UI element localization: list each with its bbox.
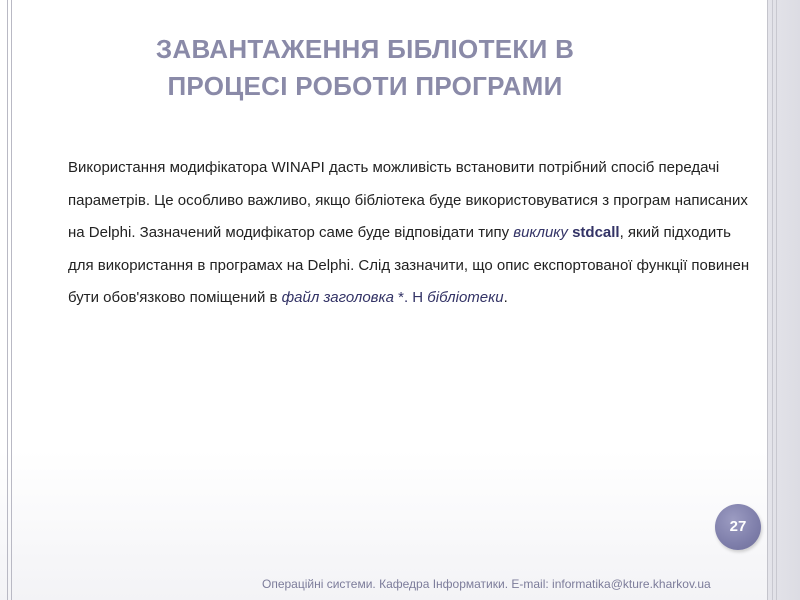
band-line <box>776 0 777 600</box>
body-text-segment: , який підходить для використання в програмах на Delphi. Слід зазначити, що опис експортованої функції повинен бути обов'язково поміщений в <box>68 224 750 306</box>
slide-footer: Операційні системи. Кафедра Інформатики. E-mail: informatika@kture.kharkov.ua <box>262 577 711 591</box>
left-frame-line-inner <box>11 0 12 600</box>
body-text-segment: Використання модифікатора WINAPI дасть можливість встановити потрібний спосіб передачі параметрів. Це особливо важливо, якщо бібліотека буде використовуватися з програм написаних на Delphi. Зазначений модифікатор саме буде відповідати типу <box>68 159 748 241</box>
body-file-extension: *. H <box>398 289 424 306</box>
body-text-segment: . <box>503 289 508 306</box>
slide-title <box>60 31 670 105</box>
body-italic-term-library: бібліотеки <box>427 289 504 306</box>
slide-body-paragraph <box>68 152 758 315</box>
slide-title-line-1: ЗАВАНТАЖЕННЯ БІБЛІОТЕКИ В <box>155 34 575 64</box>
body-keyword-stdcall: stdcall <box>572 224 620 241</box>
body-italic-term-header-file: файл заголовка <box>281 289 394 306</box>
band-line <box>772 0 773 600</box>
right-decorative-band <box>768 0 800 600</box>
body-italic-term-call: виклику <box>513 224 568 241</box>
slide-title-line-2: ПРОЦЕСІ РОБОТИ ПРОГРАМИ <box>167 71 563 101</box>
left-frame-line-outer <box>7 0 8 600</box>
page-number-badge: 27 <box>715 504 761 550</box>
